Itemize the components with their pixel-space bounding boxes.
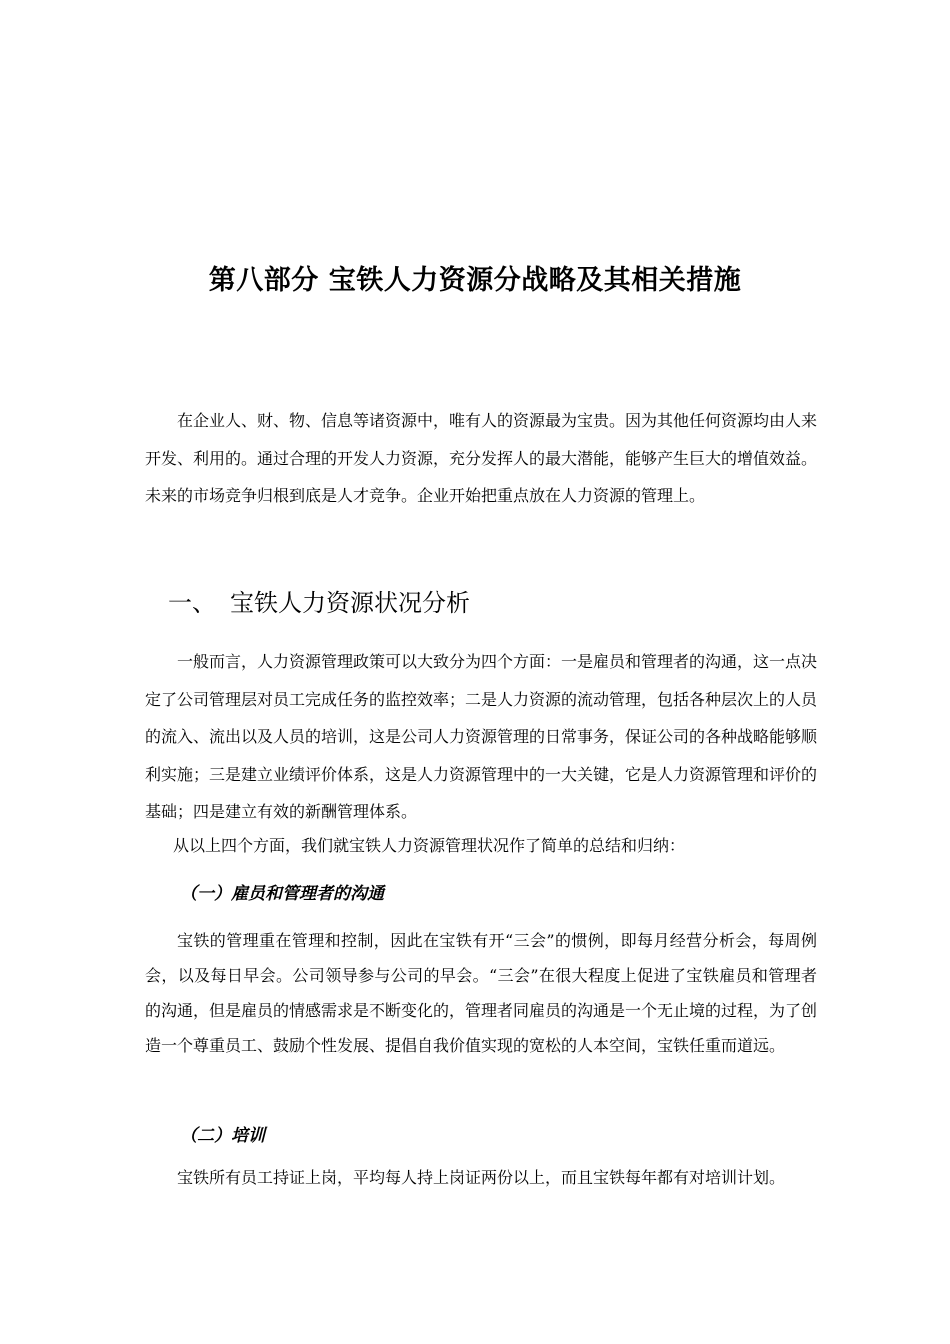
intro-paragraph: 在企业人、财、物、信息等诸资源中，唯有人的资源最为宝贵。因为其他任何资源均由人来开发、利用的。通过合理的开发人力资源，充分发挥人的最大潜能，能够产生巨大的增值效益。未来的市场竞争归根到底是人才竞争。企业开始把重点放在人力资源的管理上。 [145, 411, 818, 505]
section-number: 一、 [168, 589, 216, 617]
subsection-heading-2: （二）培训 [180, 1126, 265, 1146]
section-paragraph-2: 从以上四个方面，我们就宝铁人力资源管理状况作了简单的总结和归纳： [173, 836, 686, 855]
subsection-paragraph-2: 宝铁所有员工持证上岗，平均每人持上岗证两份以上，而且宝铁每年都有对培训计划。 [177, 1168, 786, 1187]
subsection-paragraph-1: 宝铁的管理重在管理和控制，因此在宝铁有开“三会”的惯例，即每月经营分析会，每周例会，以及每日早会。公司领导参与公司的早会。“三会”在很大程度上促进了宝铁雇员和管理者的沟通，但是雇员的情感需求是不断变化的，管理者同雇员的沟通是一个无止境的过程，为了创造一个尊重员工、鼓励个性发展、提倡自我价值实现的宽松的人本空间，宝铁任重而道远。 [145, 931, 818, 1055]
section-paragraph-1: 一般而言，人力资源管理政策可以大致分为四个方面：一是雇员和管理者的沟通，这一点决定了公司管理层对员工完成任务的监控效率；二是人力资源的流动管理，包括各种层次上的人员的流入、流出以及人员的培训，这是公司人力资源管理的日常事务，保证公司的各种战略能够顺利实施；三是建立业绩评价体系，这是人力资源管理中的一大关键，它是人力资源管理和评价的基础；四是建立有效的新酬管理体系。 [145, 652, 818, 821]
section-title: 宝铁人力资源状况分析 [230, 589, 470, 617]
page-title: 第八部分 宝铁人力资源分战略及其相关措施 [208, 265, 742, 296]
section-heading [168, 583, 470, 618]
subsection-heading-1: （一）雇员和管理者的沟通 [180, 884, 384, 904]
